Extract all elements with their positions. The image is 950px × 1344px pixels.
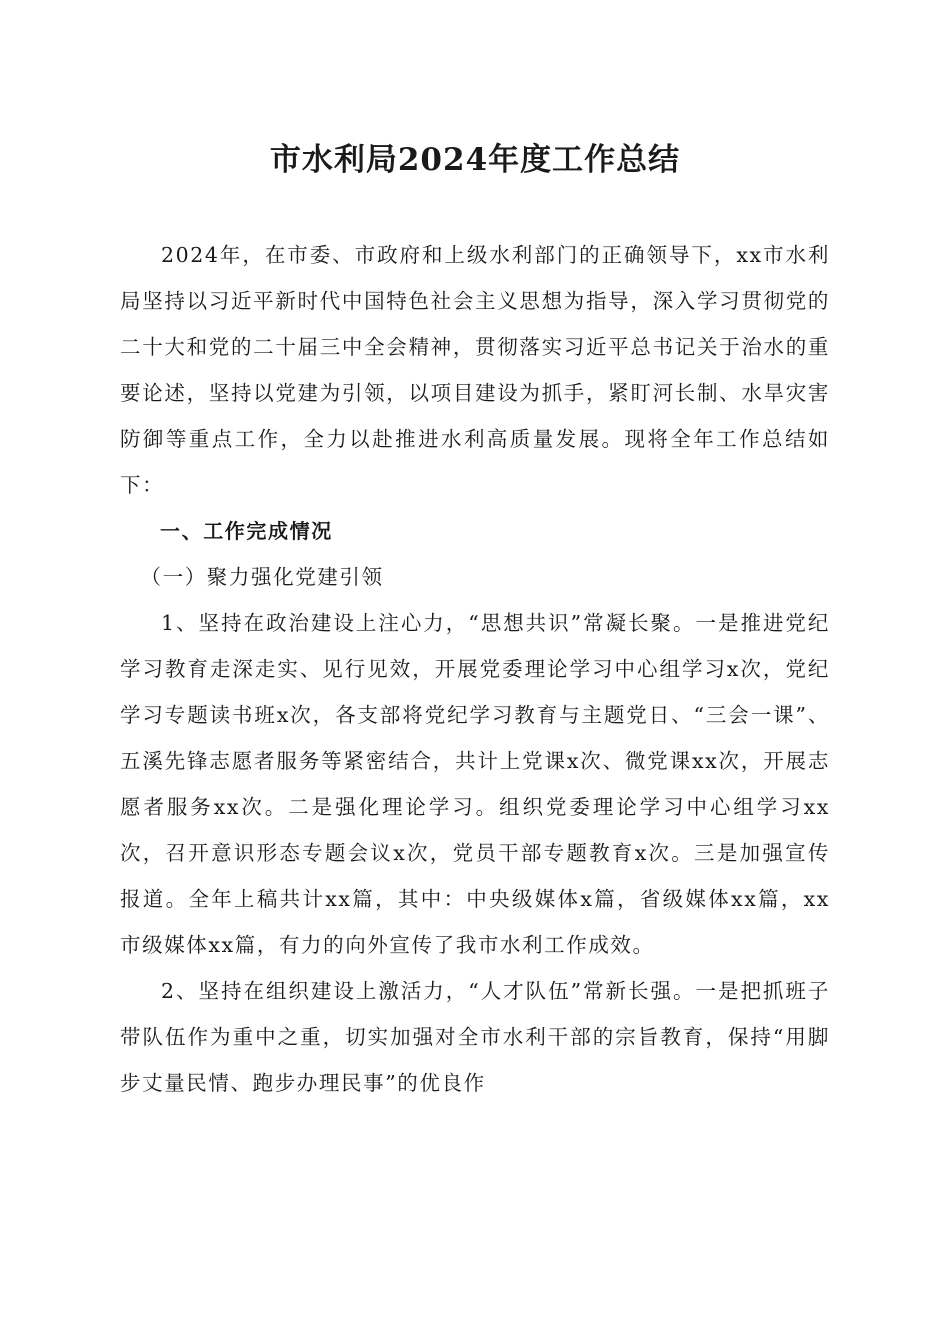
document-body <box>120 232 830 1106</box>
section-heading: 一、工作完成情况 <box>160 519 333 543</box>
subsection-heading: （一）聚力强化党建引领 <box>140 565 384 589</box>
paragraph-2: 2、坚持在组织建设上激活力，“人才队伍”常新长强。一是把抓班子带队伍作为重中之重，切实加强对全市水利干部的宗旨教育，保持“用脚步丈量民情、跑步办理民事”的优良作 <box>120 979 830 1095</box>
document-page <box>120 0 830 1344</box>
intro-paragraph: 2024年，在市委、市政府和上级水利部门的正确领导下，xx市水利局坚持以习近平新时代中国特色社会主义思想为指导，深入学习贯彻党的二十大和党的二十届三中全会精神，贯彻落实习近平总书记关于治水的重要论述，坚持以党建为引领，以项目建设为抓手，紧盯河长制、水旱灾害防御等重点工作，全力以赴推进水利高质量发展。现将全年工作总结如下： <box>120 243 830 497</box>
document-title: 市水利局2024年度工作总结 <box>269 142 681 178</box>
paragraph-1: 1、坚持在政治建设上注心力，“思想共识”常凝长聚。一是推进党纪学习教育走深走实、见行见效，开展党委理论学习中心组学习x次，党纪学习专题读书班x次，各支部将党纪学习教育与主题党日、“三会一课”、五溪先锋志愿者服务等紧密结合，共计上党课x次、微党课xx次，开展志愿者服务xx次。二是强化理论学习。组织党委理论学习中心组学习xx次，召开意识形态专题会议x次，党员干部专题教育x次。三是加强宣传报道。全年上稿共计xx篇，其中：中央级媒体x篇，省级媒体xx篇，xx市级媒体xx篇，有力的向外宣传了我市水利工作成效。 <box>120 611 830 957</box>
